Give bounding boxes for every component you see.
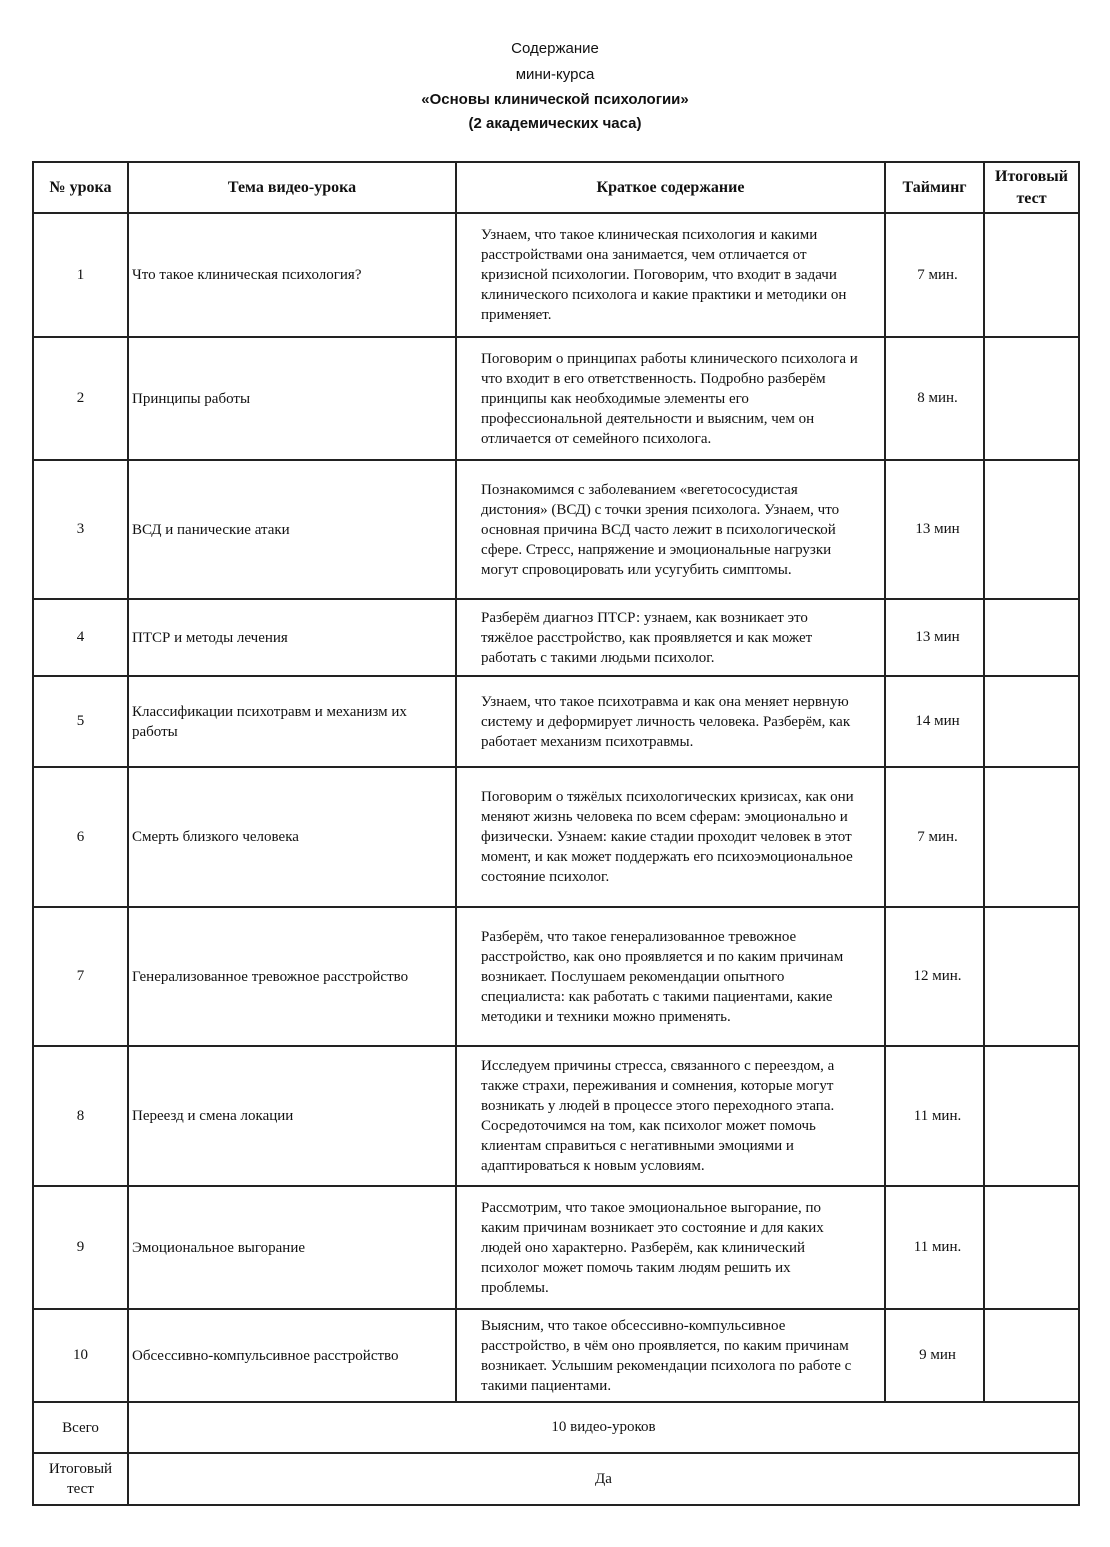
- lesson-summary: [456, 767, 885, 907]
- lesson-summary-line: могут спровоцировать или усугубить симптомы.: [481, 561, 792, 578]
- lesson-row: [33, 1309, 1079, 1402]
- lesson-final-test: [984, 1186, 1079, 1309]
- course-contents-table: [32, 161, 1080, 1506]
- lesson-summary-line: дистония» (ВСД) с точки зрения психолога. Узнаем, что: [481, 501, 840, 518]
- lesson-topic: [128, 1046, 456, 1186]
- total-row: [33, 1402, 1079, 1453]
- lesson-final-test: [984, 213, 1079, 337]
- lesson-final-test: [984, 1046, 1079, 1186]
- lesson-final-test: [984, 907, 1079, 1046]
- lesson-topic-line: ВСД и панические атаки: [132, 521, 290, 538]
- course-name: «Основы клинической психологии»: [421, 91, 689, 108]
- final-test-label-line2: тест: [67, 1481, 94, 1497]
- lesson-timing: 8 мин.: [885, 337, 984, 460]
- lesson-topic-line: Обсессивно-компульсивное расстройство: [132, 1347, 399, 1364]
- lesson-topic: [128, 676, 456, 767]
- lesson-summary-line: Рассмотрим, что такое эмоциональное выгорание, по: [481, 1199, 821, 1216]
- lesson-summary-line: основная причина ВСД часто лежит в психологической: [481, 521, 836, 538]
- lesson-topic: [128, 1186, 456, 1309]
- lesson-summary-line: Разберём, что такое генерализованное тревожное: [481, 928, 797, 945]
- lesson-summary-line: методики и техники можно применять.: [481, 1008, 731, 1025]
- lesson-summary-line: физически. Узнаем: какие стадии проходит человек в этот: [481, 829, 852, 845]
- lesson-summary: [456, 213, 885, 337]
- lesson-topic: [128, 460, 456, 599]
- lesson-number: 4: [33, 599, 128, 676]
- lesson-summary-line: Поговорим о принципах работы клинического психолога и: [481, 350, 858, 367]
- lesson-summary-line: проблемы.: [481, 1279, 549, 1296]
- lesson-summary-line: людей оно характерно. Разберём, как клинический: [481, 1239, 806, 1256]
- lesson-topic-line: ПТСР и методы лечения: [132, 629, 288, 646]
- lesson-summary: [456, 337, 885, 460]
- lesson-timing: 13 мин: [885, 599, 984, 676]
- lesson-summary-line: отличается от семейного психолога.: [481, 430, 712, 447]
- lesson-number: 10: [33, 1309, 128, 1402]
- lesson-row: [33, 213, 1079, 337]
- header-final-test-line2: тест: [1016, 189, 1047, 207]
- lesson-final-test: [984, 676, 1079, 767]
- final-test-label: [33, 1453, 128, 1505]
- lesson-summary-line: применяет.: [481, 307, 552, 323]
- lesson-summary-line: расстройство, как оно проявляется и по каким причинам: [481, 948, 844, 965]
- lesson-summary-line: систему и деформирует личность человека. Разберём, как: [481, 713, 851, 730]
- lesson-topic: [128, 1309, 456, 1402]
- lesson-summary: [456, 907, 885, 1046]
- lesson-summary-line: Узнаем, что такое психотравма и как она меняет нервную: [481, 693, 849, 710]
- lesson-summary-line: возникает. Услышим рекомендации психолога по работе с: [481, 1357, 852, 1374]
- title-line-contents: Содержание: [511, 40, 599, 57]
- lesson-summary-line: сфере. Стресс, напряжение и эмоциональные нагрузки: [481, 541, 832, 558]
- header-timing: Тайминг: [885, 162, 984, 213]
- lesson-number: 8: [33, 1046, 128, 1186]
- lesson-final-test: [984, 1309, 1079, 1402]
- lesson-topic-line: работы: [132, 723, 178, 740]
- header-topic: Тема видео-урока: [128, 162, 456, 213]
- lesson-timing: 13 мин: [885, 460, 984, 599]
- lesson-number: 5: [33, 676, 128, 767]
- lesson-topic-line: Классификации психотравм и механизм их: [132, 703, 407, 720]
- course-duration: (2 академических часа): [468, 115, 642, 132]
- lesson-summary-line: клиентам справиться с негативными эмоциями и: [481, 1138, 794, 1154]
- lesson-summary-line: профессиональной деятельности и выясним, чем он: [481, 410, 815, 427]
- lesson-summary-line: момент, и как может поддержать его психоэмоциональное: [481, 849, 853, 865]
- lesson-summary-line: Исследуем причины стресса, связанного с переездом, а: [481, 1058, 835, 1074]
- final-test-row: [33, 1453, 1079, 1505]
- lesson-summary-line: Узнаем, что такое клиническая психология и какими: [481, 227, 818, 243]
- lesson-summary: [456, 1309, 885, 1402]
- lesson-summary: [456, 1186, 885, 1309]
- lesson-summary: [456, 599, 885, 676]
- lesson-summary-line: что входит в его ответственность. Подробно разберём: [481, 370, 826, 387]
- lesson-summary-line: такими пациентами.: [481, 1377, 612, 1394]
- lesson-summary-line: Разберём диагноз ПТСР: узнаем, как возникает это: [481, 609, 808, 626]
- lesson-topic: [128, 599, 456, 676]
- header-final-test: [984, 162, 1079, 213]
- lesson-final-test: [984, 767, 1079, 907]
- lesson-summary-line: адаптироваться к новым условиям.: [481, 1158, 705, 1174]
- lesson-summary-line: Поговорим о тяжёлых психологических кризисах, как они: [481, 789, 854, 805]
- lesson-topic: [128, 337, 456, 460]
- lesson-summary-line: клинического психолога и какие практики и методики он: [481, 287, 847, 303]
- lesson-timing: 9 мин: [885, 1309, 984, 1402]
- lesson-summary-line: расстройство, в чём оно проявляется, по каким причинам: [481, 1337, 849, 1354]
- final-test-label-line1: Итоговый: [48, 1461, 113, 1477]
- lesson-topic: [128, 907, 456, 1046]
- lesson-summary: [456, 460, 885, 599]
- final-test-value: Да: [128, 1453, 1079, 1505]
- lesson-row: [33, 599, 1079, 676]
- lesson-row: [33, 460, 1079, 599]
- lesson-number: 1: [33, 213, 128, 337]
- total-value: 10 видео-уроков: [128, 1402, 1079, 1453]
- lesson-topic-line: Генерализованное тревожное расстройство: [132, 968, 409, 985]
- lesson-summary-line: возникать у людей в процессе этого переходного этапа.: [481, 1098, 835, 1114]
- lesson-topic-line: Смерть близкого человека: [132, 829, 299, 845]
- lesson-final-test: [984, 337, 1079, 460]
- lesson-timing: 12 мин.: [885, 907, 984, 1046]
- lesson-number: 9: [33, 1186, 128, 1309]
- lesson-topic-line: Переезд и смена локации: [132, 1108, 294, 1124]
- lesson-summary-line: работает механизм психотравмы.: [481, 733, 694, 750]
- lesson-row: [33, 767, 1079, 907]
- lesson-summary-line: принципы как необходимые элементы его: [481, 390, 749, 407]
- lesson-topic: [128, 213, 456, 337]
- lesson-summary-line: кризисной психологии. Поговорим, что входит в задачи: [481, 267, 837, 283]
- lesson-row: [33, 907, 1079, 1046]
- lesson-number: 2: [33, 337, 128, 460]
- lesson-final-test: [984, 599, 1079, 676]
- lesson-summary-line: состояние психолог.: [481, 869, 610, 885]
- total-label: Всего: [33, 1402, 128, 1453]
- lesson-timing: 14 мин: [885, 676, 984, 767]
- header-lesson-number: № урока: [33, 162, 128, 213]
- lesson-summary-line: каким причинам возникает это состояние и для каких: [481, 1219, 824, 1236]
- lesson-number: 3: [33, 460, 128, 599]
- lesson-row: [33, 1186, 1079, 1309]
- lesson-row: [33, 1046, 1079, 1186]
- lesson-topic-line: Принципы работы: [132, 390, 251, 407]
- lesson-summary-line: также страхи, переживания и сомнения, которые могут: [481, 1078, 834, 1094]
- lesson-summary-line: тяжёлое расстройство, как проявляется и как может: [481, 629, 813, 646]
- lesson-summary-line: Познакомимся с заболеванием «вегетососудистая: [481, 481, 798, 498]
- table-header-row: [33, 162, 1079, 213]
- lesson-timing: 7 мин.: [885, 213, 984, 337]
- lesson-row: [33, 676, 1079, 767]
- document-title: [0, 36, 1110, 136]
- lesson-timing: 11 мин.: [885, 1046, 984, 1186]
- lesson-summary-line: Выясним, что такое обсессивно-компульсивное: [481, 1317, 786, 1334]
- lesson-summary-line: меняют жизнь человека по всем сферам: эмоционально и: [481, 809, 848, 825]
- lesson-number: 7: [33, 907, 128, 1046]
- lesson-topic-line: Эмоциональное выгорание: [132, 1239, 306, 1256]
- lesson-topic: [128, 767, 456, 907]
- header-summary: Краткое содержание: [456, 162, 885, 213]
- lesson-summary-line: Сосредоточимся на том, как психолог может помочь: [481, 1118, 816, 1134]
- lesson-number: 6: [33, 767, 128, 907]
- lesson-timing: 7 мин.: [885, 767, 984, 907]
- table-body: [33, 213, 1079, 1402]
- header-final-test-line1: Итоговый: [995, 167, 1068, 185]
- title-line-minicourse: мини-курса: [515, 66, 595, 83]
- lesson-row: [33, 337, 1079, 460]
- lesson-summary-line: работать с такими людьми психолог.: [481, 649, 715, 666]
- lesson-summary-line: психолог может помочь таким людям решить их: [481, 1259, 791, 1276]
- lesson-timing: 11 мин.: [885, 1186, 984, 1309]
- lesson-summary: [456, 676, 885, 767]
- lesson-summary: [456, 1046, 885, 1186]
- lesson-summary-line: возникает. Послушаем рекомендации опытного: [481, 968, 785, 985]
- lesson-summary-line: специалиста: как работать с такими пациентами, какие: [481, 988, 833, 1005]
- lesson-summary-line: расстройствами она занимается, чем отличается от: [481, 247, 807, 263]
- lesson-topic-line: Что такое клиническая психология?: [132, 267, 362, 283]
- lesson-final-test: [984, 460, 1079, 599]
